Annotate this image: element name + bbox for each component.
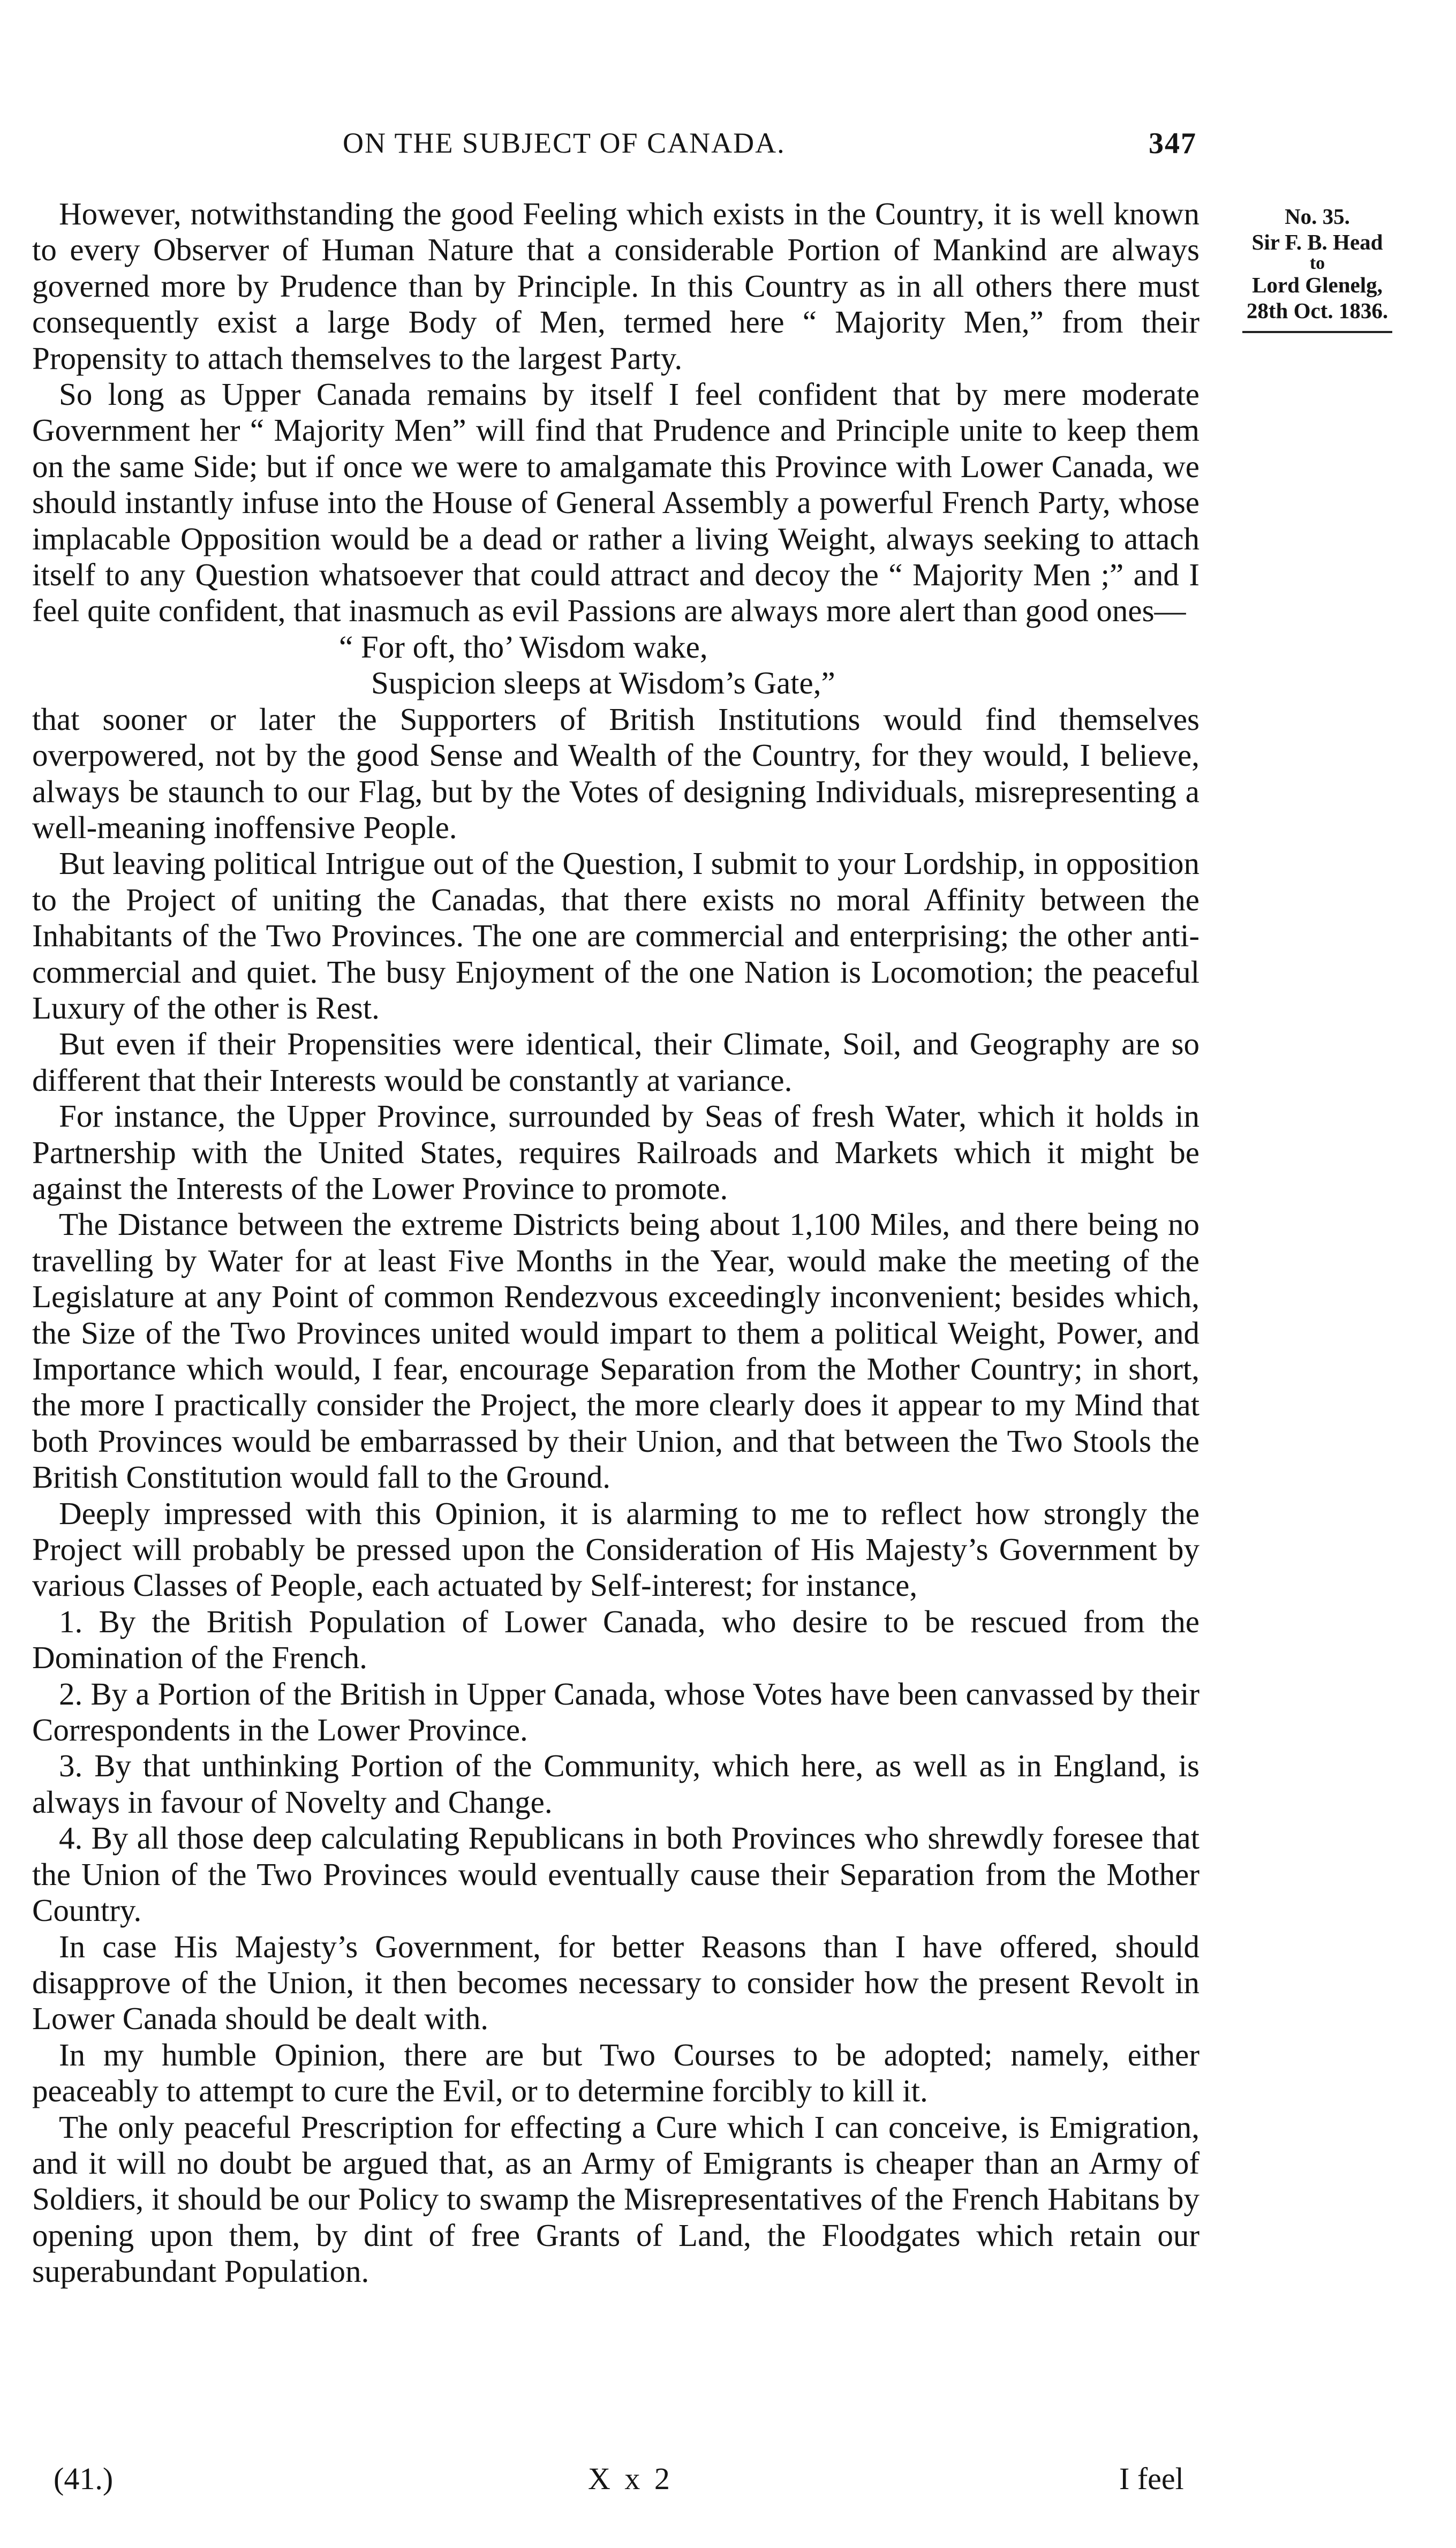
verse-quote bbox=[32, 629, 1199, 702]
running-title: ON THE SUBJECT OF CANADA. bbox=[343, 127, 786, 159]
verse-line-1: “ For oft, tho’ Wisdom wake, bbox=[339, 629, 708, 665]
margin-note-number: No. 35. bbox=[1285, 204, 1350, 229]
margin-note bbox=[1226, 203, 1408, 333]
running-head bbox=[0, 126, 1456, 169]
margin-note-date: 28th Oct. 1836. bbox=[1246, 298, 1389, 323]
paragraph: Deeply impressed with this Opinion, it is alarming to me to reflect how strongly the Project will probably be pressed upon the Consideration of His Majesty’s Government by various Classes of People, each actuated by Self-interest; for instance, bbox=[32, 1495, 1199, 1603]
paragraph: The Distance between the extreme Districts being about 1,100 Miles, and there being no travelling by Water for at least Five Months in the Year, would make the meeting of the Legislature at any Point of common Rendezvous exceedingly inconvenient; besides which, the Size of the Two Provinces united would impart to them a political Weight, Power, and Importance which would, I fear, encourage Separation from the Mother Country; in short, the more I practically consider the Project, the more clearly does it appear to my Mind that both Provinces would be embarrassed by their Union, and that between the Two Stools the British Constitution would fall to the Ground. bbox=[32, 1207, 1199, 1495]
paragraph-continuation: that sooner or later the Supporters of British Institutions would find themselves overpowered, not by the good Sense and Wealth of the Country, for they would, I believe, always be staunch to our Flag, but by the Votes of designing Individuals, misrepresenting a well-meaning inoffensive People. bbox=[32, 701, 1199, 845]
paragraph: In case His Majesty’s Government, for better Reasons than I have offered, should disapprove of the Union, it then becomes necessary to consider how the present Revolt in Lower Canada should be dealt with. bbox=[32, 1928, 1199, 2037]
page-footer bbox=[0, 2461, 1456, 2504]
list-item: 1. By the British Population of Lower Canada, who desire to be rescued from the Domination of the French. bbox=[32, 1603, 1199, 1676]
list-item: 3. By that unthinking Portion of the Community, which here, as well as in England, is always in favour of Novelty and Change. bbox=[32, 1748, 1199, 1820]
paragraph: But leaving political Intrigue out of the Question, I submit to your Lordship, in opposition to the Project of uniting the Canadas, that there exists no moral Affinity between the Inhabitants of the Two Provinces. The one are commercial and enterprising; the other anti-commercial and quiet. The busy Enjoyment of the one Nation is Locomotion; the peaceful Luxury of the other is Rest. bbox=[32, 846, 1199, 1026]
margin-note-rule bbox=[1242, 331, 1392, 333]
page-number: 347 bbox=[1149, 127, 1197, 160]
margin-note-recipient: Lord Glenelg, bbox=[1252, 273, 1383, 297]
verse-line-2: Suspicion sleeps at Wisdom’s Gate,” bbox=[371, 665, 835, 701]
paragraph: In my humble Opinion, there are but Two Courses to be adopted; namely, either peaceably to attempt to cure the Evil, or to determine forcibly to kill it. bbox=[32, 2037, 1199, 2109]
paragraph: However, notwithstanding the good Feeling which exists in the Country, it is well known to every Observer of Human Nature that a considerable Portion of Mankind are always governed more by Prudence than by Principle. In this Country as in all others there must consequently exist a large Body of Men, termed here “ Majority Men,” from their Propensity to attach themselves to the largest Party. bbox=[32, 196, 1199, 376]
paragraph: For instance, the Upper Province, surrounded by Seas of fresh Water, which it holds in Partnership with the United States, requires Railroads and Markets which it might be against the Interests of the Lower Province to promote. bbox=[32, 1098, 1199, 1206]
list-item: 2. By a Portion of the British in Upper Canada, whose Votes have been canvassed by their Correspondents in the Lower Province. bbox=[32, 1676, 1199, 1748]
paragraph: But even if their Propensities were identical, their Climate, Soil, and Geography are so different that their Interests would be constantly at variance. bbox=[32, 1026, 1199, 1098]
list-item: 4. By all those deep calculating Republicans in both Provinces who shrewdly foresee that the Union of the Two Provinces would eventually cause their Separation from the Mother Country. bbox=[32, 1820, 1199, 1928]
body-text bbox=[32, 196, 1199, 2290]
signature-mark: X x 2 bbox=[588, 2461, 673, 2496]
paragraph: The only peaceful Prescription for effecting a Cure which I can conceive, is Emigration, and it will no doubt be argued that, as an Army of Emigrants is cheaper than an Army of Soldiers, it should be our Policy to swamp the Misrepresentatives of the French Habitans by opening upon them, by dint of free Grants of Land, the Floodgates which retain our superabundant Population. bbox=[32, 2109, 1199, 2289]
footer-number: (41.) bbox=[54, 2461, 114, 2496]
margin-note-to: to bbox=[1309, 253, 1325, 273]
margin-note-from: Sir F. B. Head bbox=[1251, 230, 1383, 254]
paragraph: So long as Upper Canada remains by itself I feel confident that by mere moderate Government her “ Majority Men” will find that Prudence and Principle unite to keep them on the same Side; but if once we were to amalgamate this Province with Lower Canada, we should instantly infuse into the House of General Assembly a powerful French Party, whose implacable Opposition would be a dead or rather a living Weight, always seeking to attach itself to any Question whatsoever that could attract and decoy the “ Majority Men ;” and I feel quite confident, that inasmuch as evil Passions are always more alert than good ones— bbox=[32, 376, 1199, 629]
catchword: I feel bbox=[1119, 2461, 1184, 2496]
